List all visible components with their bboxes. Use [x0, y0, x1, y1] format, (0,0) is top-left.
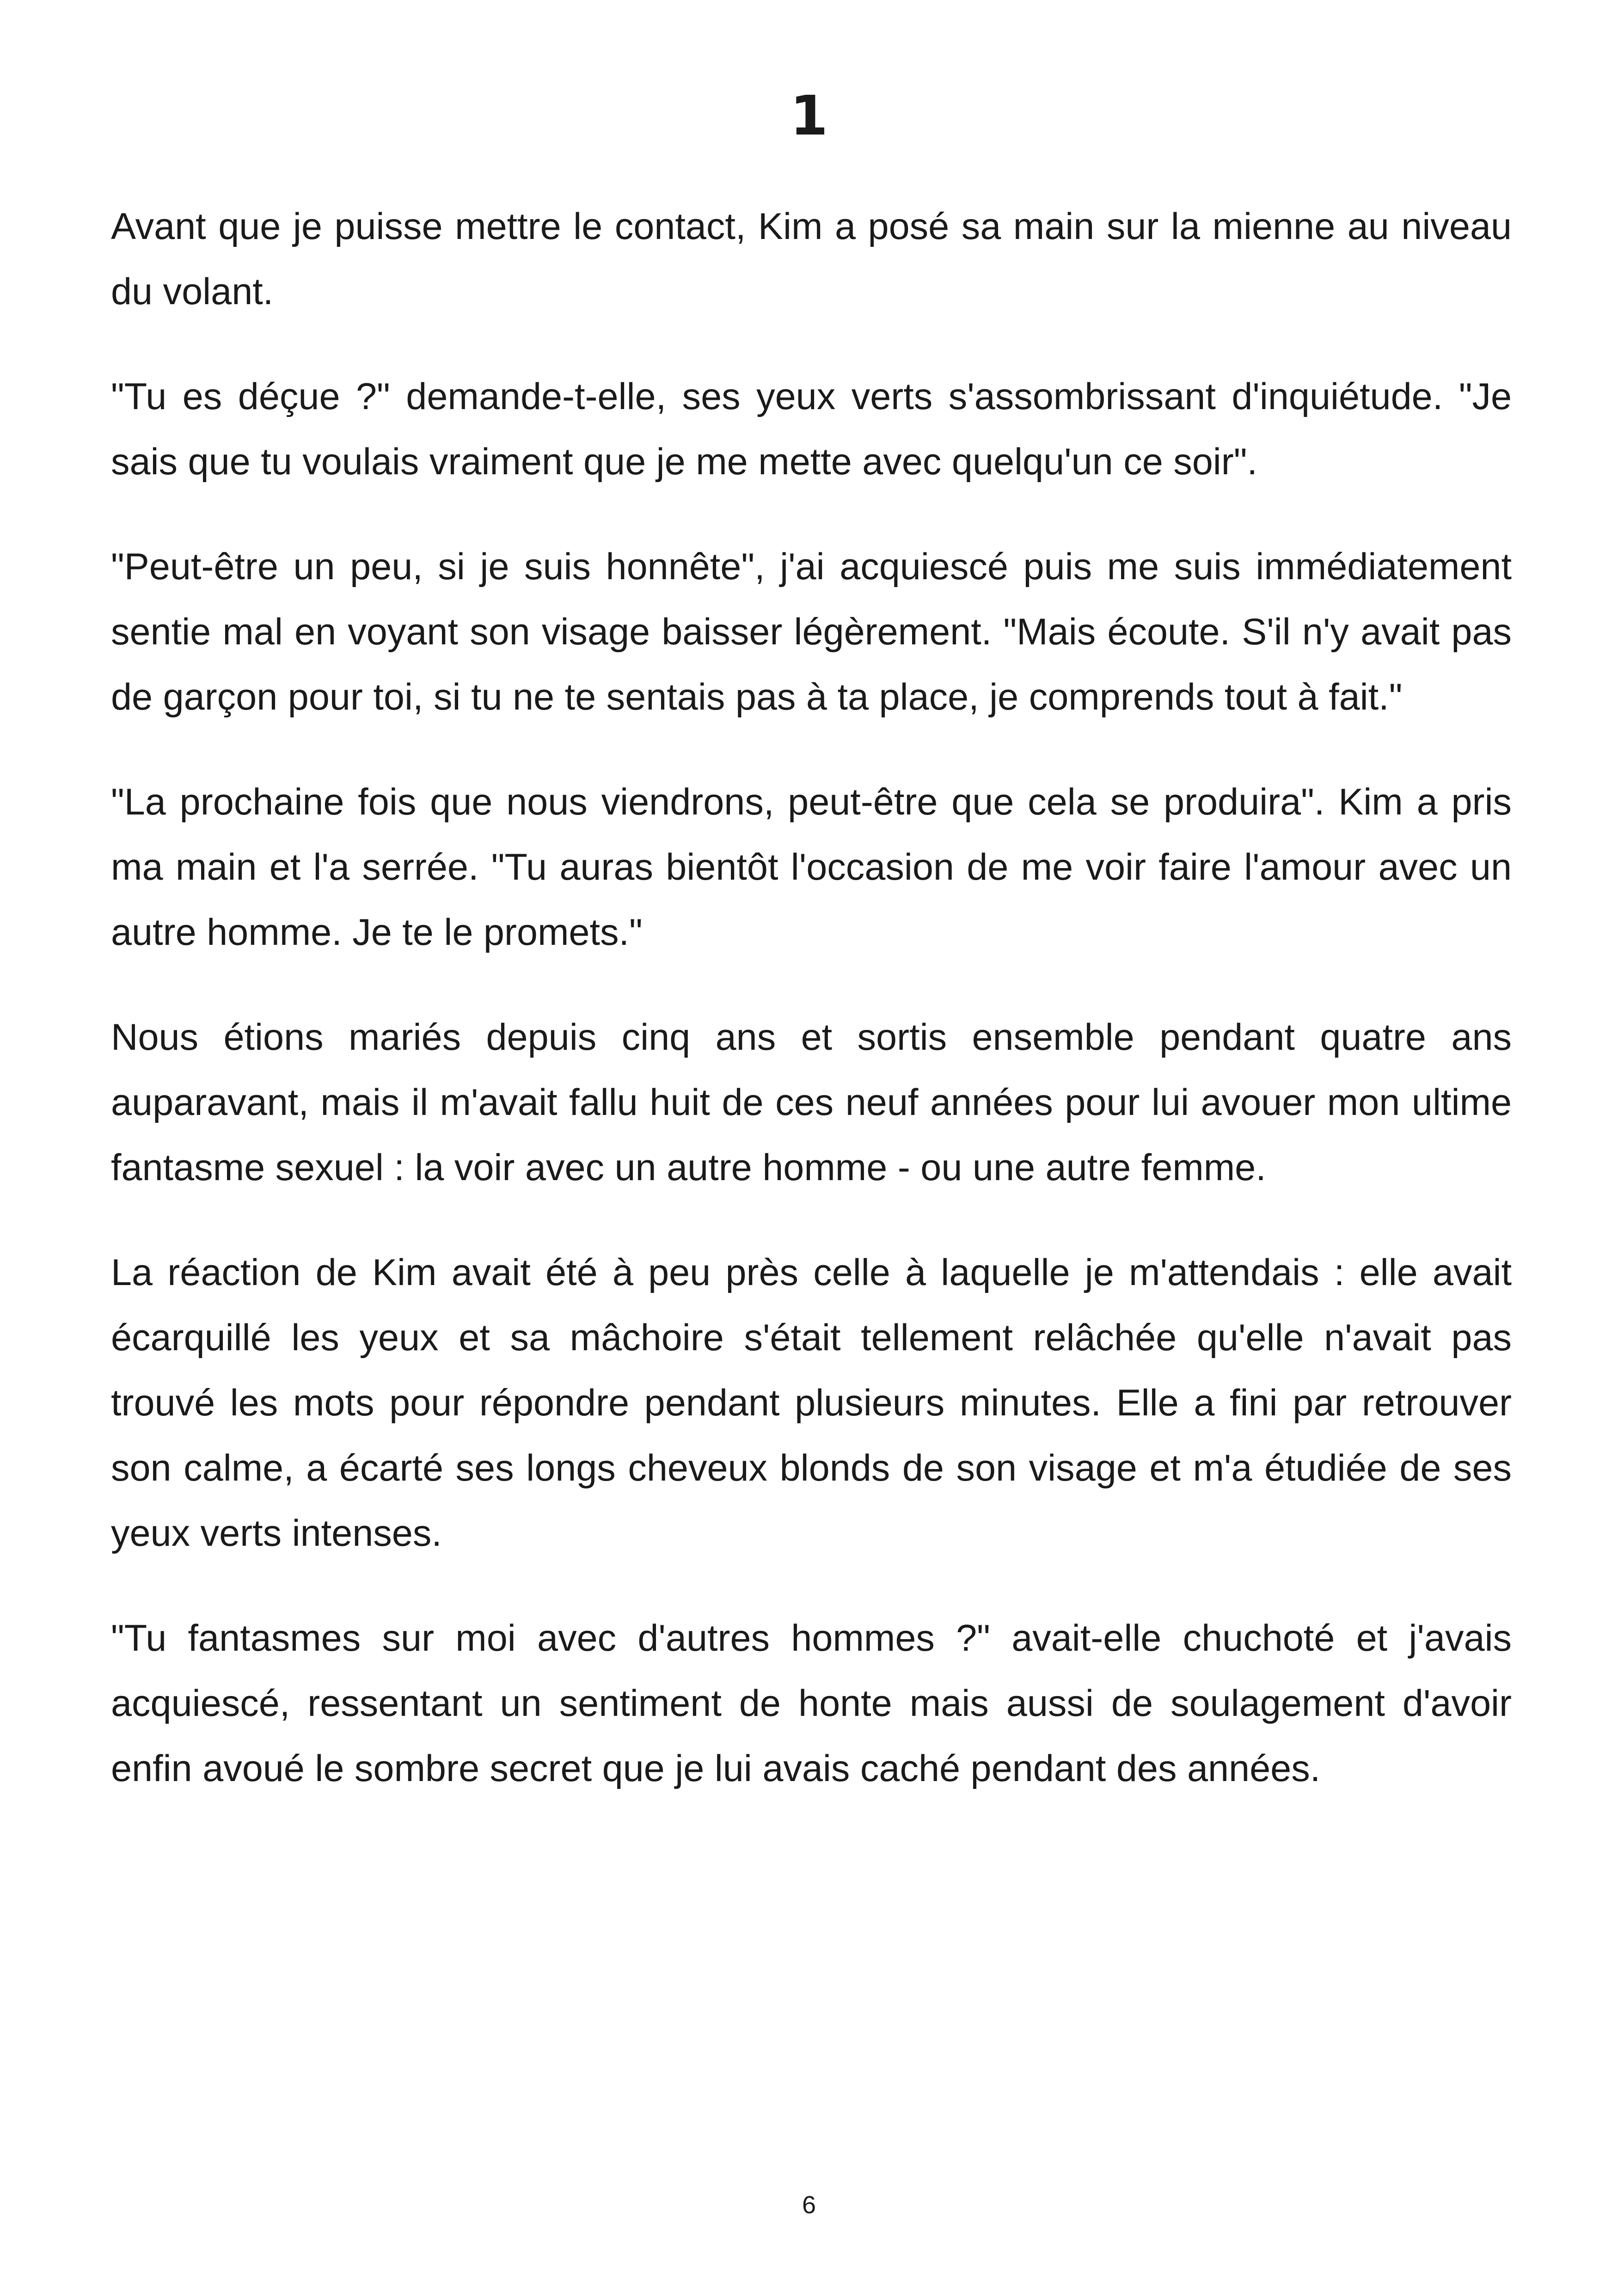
paragraph: Avant que je puisse mettre le contact, Kim a posé sa main sur la mienne au niveau du volant.: [111, 206, 1512, 312]
paragraph: "Tu es déçue ?" demande-t-elle, ses yeux verts s'assombrissant d'inquiétude. "Je sais que tu voulais vraiment que je me mette avec quelqu'un ce soir".: [111, 376, 1512, 483]
chapter-body: [111, 194, 1512, 1841]
chapter-number: 1: [790, 84, 828, 147]
paragraph: "Tu fantasmes sur moi avec d'autres hommes ?" avait-elle chuchoté et j'avais acquiescé, ressentant un sentiment de honte mais aussi de soulagement d'avoir enfin avoué le sombre secret que je lui avais caché pendant des années.: [111, 1617, 1512, 1789]
paragraph: "La prochaine fois que nous viendrons, peut-être que cela se produira". Kim a pris ma main et l'a serrée. "Tu auras bientôt l'occasion de me voir faire l'amour avec un autre homme. Je te le promets.": [111, 781, 1512, 953]
page-number: 6: [802, 2191, 816, 2219]
paragraph: Nous étions mariés depuis cinq ans et sortis ensemble pendant quatre ans auparavant, mais il m'avait fallu huit de ces neuf années pour lui avouer mon ultime fantasme sexuel : la voir avec un autre homme - ou une autre femme.: [111, 1016, 1512, 1188]
paragraph: La réaction de Kim avait été à peu près celle à laquelle je m'attendais : elle avait écarquillé les yeux et sa mâchoire s'était tellement relâchée qu'elle n'avait pas trouvé les mots pour répondre pendant plusieurs minutes. Elle a fini par retrouver son calme, a écarté ses longs cheveux blonds de son visage et m'a étudiée de ses yeux verts intenses.: [111, 1252, 1512, 1554]
paragraph: "Peut-être un peu, si je suis honnête", j'ai acquiescé puis me suis immédiatement sentie mal en voyant son visage baisser légèrement. "Mais écoute. S'il n'y avait pas de garçon pour toi, si tu ne te sentais pas à ta place, je comprends tout à fait.": [111, 546, 1512, 718]
